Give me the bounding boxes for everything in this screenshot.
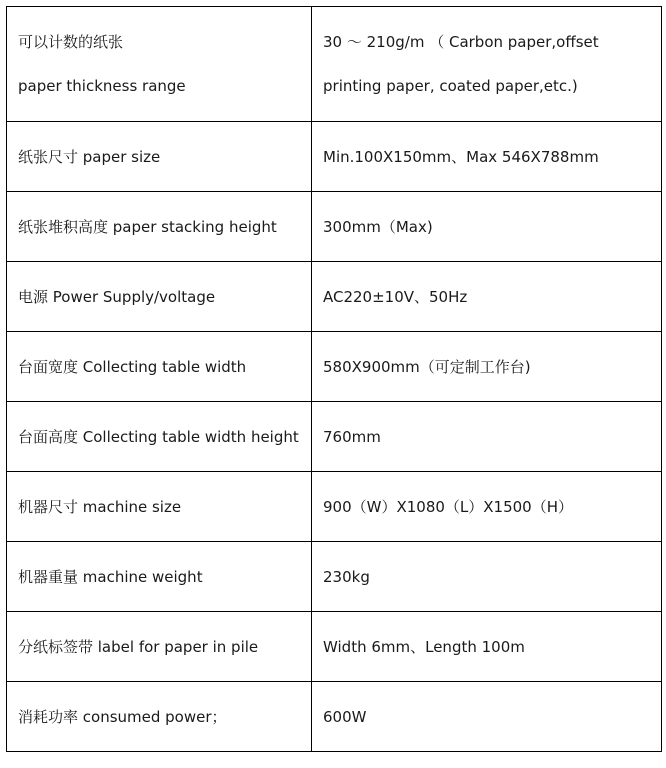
value-cell: 230kg xyxy=(312,542,662,612)
table-row xyxy=(7,472,662,542)
value-cell xyxy=(312,7,662,122)
label-cell: 纸张尺寸 paper size xyxy=(7,122,312,192)
label-cell: 消耗功率 consumed power； xyxy=(7,682,312,752)
value-cell: 300mm（Max) xyxy=(312,192,662,262)
label-cell: 分纸标签带 label for paper in pile xyxy=(7,612,312,682)
table-row xyxy=(7,7,662,122)
table-row xyxy=(7,682,662,752)
label-line: 可以计数的纸张 xyxy=(18,33,124,51)
spec-table xyxy=(6,6,662,752)
table-row xyxy=(7,192,662,262)
label-cell: 机器重量 machine weight xyxy=(7,542,312,612)
value-cell: AC220±10V、50Hz xyxy=(312,262,662,332)
label-cell: 机器尺寸 machine size xyxy=(7,472,312,542)
value-cell: 580X900mm（可定制工作台) xyxy=(312,332,662,402)
label-line: paper thickness range xyxy=(18,77,186,95)
label-cell: 纸张堆积高度 paper stacking height xyxy=(7,192,312,262)
value-cell: Min.100X150mm、Max 546X788mm xyxy=(312,122,662,192)
table-row xyxy=(7,402,662,472)
label-cell xyxy=(7,7,312,122)
value-cell: 760mm xyxy=(312,402,662,472)
value-line: 30 ～ 210g/m （ Carbon paper,offset xyxy=(323,33,599,51)
value-cell: 600W xyxy=(312,682,662,752)
table-row xyxy=(7,542,662,612)
table-row xyxy=(7,612,662,682)
table-row xyxy=(7,332,662,402)
label-cell: 台面宽度 Collecting table width xyxy=(7,332,312,402)
value-cell: Width 6mm、Length 100m xyxy=(312,612,662,682)
label-cell: 电源 Power Supply/voltage xyxy=(7,262,312,332)
value-line: printing paper, coated paper,etc.) xyxy=(323,77,578,95)
table-row xyxy=(7,122,662,192)
label-cell: 台面高度 Collecting table width height xyxy=(7,402,312,472)
value-cell: 900（W）X1080（L）X1500（H） xyxy=(312,472,662,542)
table-row xyxy=(7,262,662,332)
